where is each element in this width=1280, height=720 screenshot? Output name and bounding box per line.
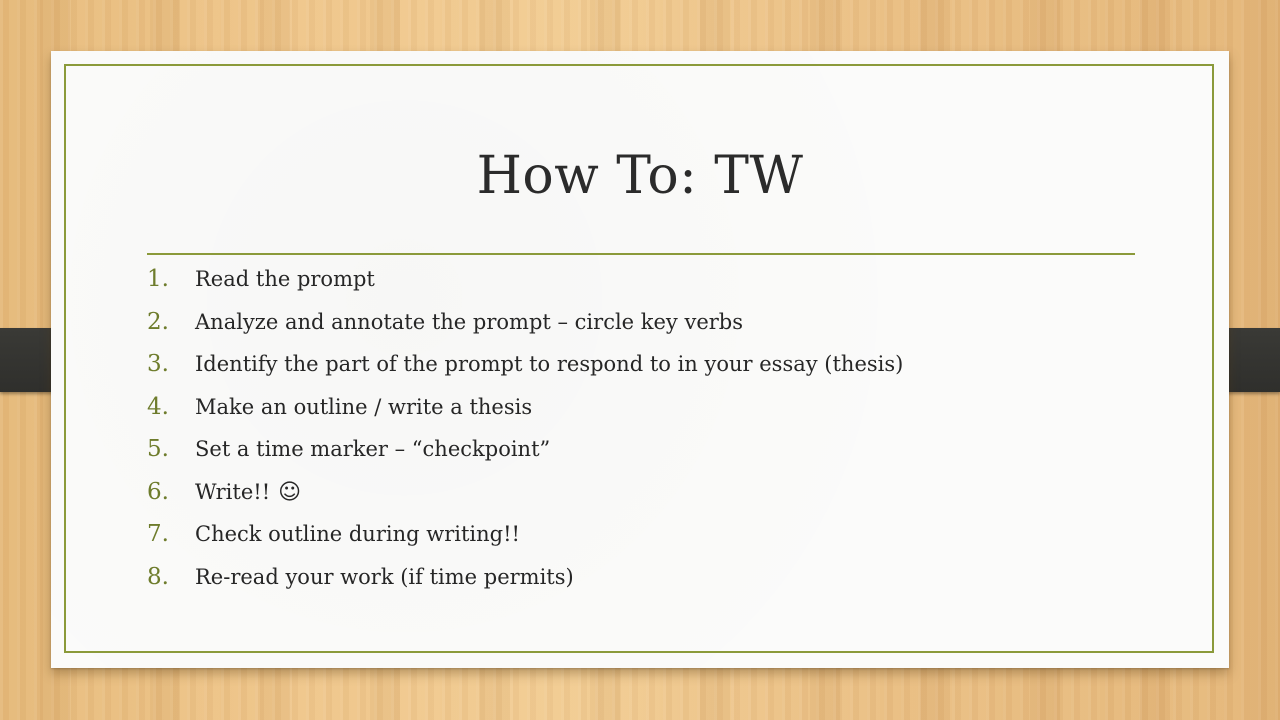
step-number: 2. [147, 308, 169, 335]
step-text: Set a time marker – “checkpoint” [195, 437, 551, 461]
step-number: 3. [147, 351, 169, 377]
smiley-icon: ☺ [278, 479, 302, 505]
slide-title: How To: TW [476, 146, 804, 206]
slide-paper [51, 51, 1229, 668]
step-text: Read the prompt [195, 267, 375, 291]
step-number: 7. [147, 521, 169, 547]
list-item-step-3 [147, 351, 903, 394]
step-text: Re-read your work (if time permits) [195, 564, 574, 589]
step-number: 6. [147, 478, 169, 505]
step-text: Analyze and annotate the prompt – circle key verbs [195, 309, 744, 334]
step-number: 5. [147, 436, 169, 462]
step-text: Make an outline / write a thesis [195, 394, 533, 419]
step-number: 8. [147, 563, 169, 590]
list-item-step-6 [147, 479, 903, 522]
step-text: Check outline during writing!! [195, 522, 520, 546]
list-item-step-7 [147, 521, 903, 564]
steps-list [147, 266, 903, 606]
list-item-step-2 [147, 309, 903, 352]
step-text: Write!! [195, 479, 271, 504]
list-item-step-1 [147, 266, 903, 309]
list-item-step-8 [147, 564, 903, 607]
step-number: 4. [147, 393, 169, 420]
title-divider [147, 253, 1135, 255]
step-number: 1. [147, 266, 169, 292]
list-item-step-5 [147, 436, 903, 479]
list-item-step-4 [147, 394, 903, 437]
step-text: Identify the part of the prompt to respond to in your essay (thesis) [195, 352, 904, 376]
